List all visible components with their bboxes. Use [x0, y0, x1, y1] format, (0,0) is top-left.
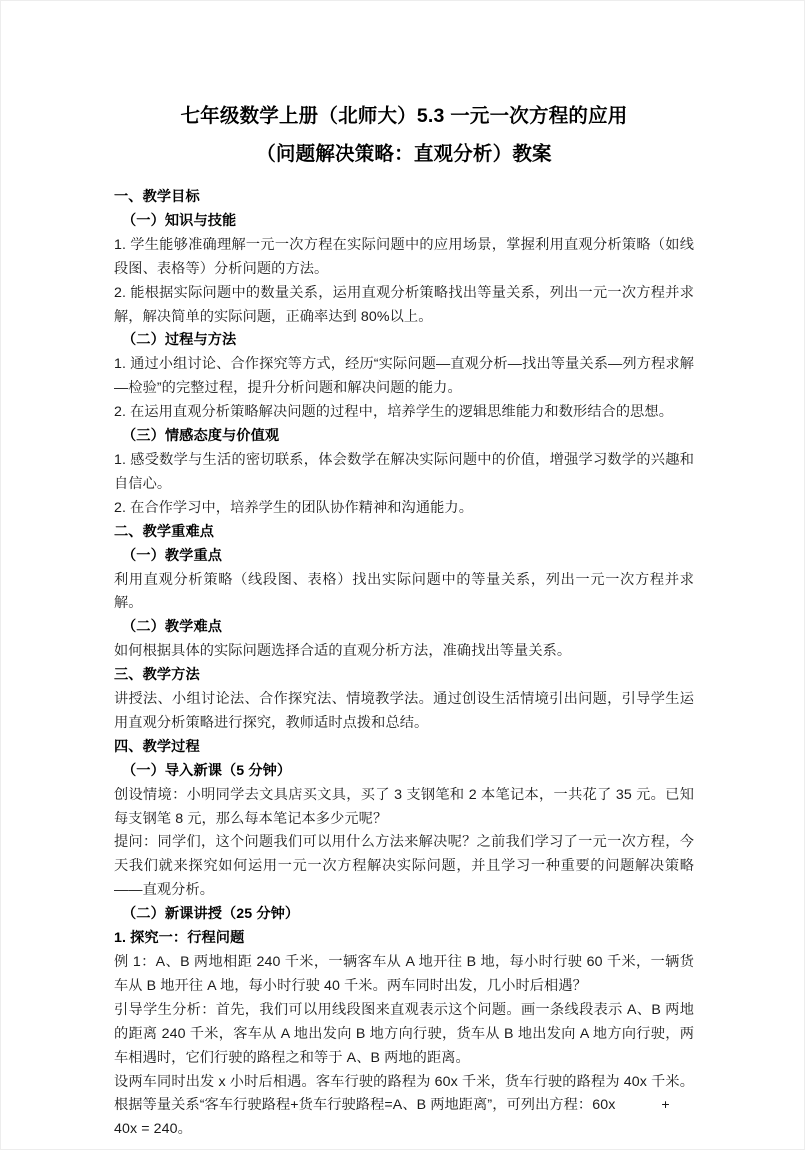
subsection-heading: （三）情感态度与价值观 — [122, 428, 280, 445]
body-paragraph: 创设情境：小明同学去文具店买文具，买了 3 支钢笔和 2 本笔记本，一共花了 35 元。已知每支钢笔 8 元，那么每本笔记本多少元呢？ — [114, 786, 694, 827]
paragraph-text: 设两车同时出发 x 小时后相遇。客车行驶的路程为 60x 千米，货车行驶的路程为 40x 千米。根据等量关系“客车行驶路程+货车行驶路程=A、B 两地距离”，可列出方程：60x — [114, 1073, 694, 1114]
body-paragraph: 40x = 240。 — [114, 1121, 192, 1138]
body-paragraph — [114, 1071, 694, 1119]
document-title-line-1: 七年级数学上册（北师大）5.3 一元一次方程的应用 — [180, 105, 628, 127]
subsection-heading: （二）教学难点 — [122, 619, 223, 636]
section-heading: 四、教学过程 — [114, 738, 200, 755]
body-paragraph: 2. 在合作学习中，培养学生的团队协作精神和沟通能力。 — [114, 499, 473, 516]
document-title — [114, 97, 694, 173]
body-paragraph: 提问：同学们，这个问题我们可以用什么方法来解决呢？之前我们学习了一元一次方程，今天我们就来探究如何运用一元一次方程解决实际问题，并且学习一种重要的问题解决策略——直观分析。 — [114, 834, 694, 899]
page-content — [114, 97, 694, 1142]
subsection-heading: （二）新课讲授（25 分钟） — [122, 906, 300, 923]
body-paragraph: 2. 能根据实际问题中的数量关系，运用直观分析策略找出等量关系，列出一元一次方程并求解，解决简单的实际问题，正确率达到 80%以上。 — [114, 284, 694, 325]
section-heading: 二、教学重难点 — [114, 523, 215, 540]
section-heading: 一、教学目标 — [114, 189, 200, 205]
subsection-heading: （一）知识与技能 — [122, 212, 237, 229]
subsection-heading: （二）过程与方法 — [122, 332, 237, 349]
document-title-line-2: （问题解决策略：直观分析）教案 — [256, 143, 552, 165]
item-heading: 1. 探究一：行程问题 — [114, 930, 245, 947]
body-paragraph: 1. 感受数学与生活的密切联系，体会数学在解决实际问题中的价值，增强学习数学的兴趣和自信心。 — [114, 451, 694, 492]
document-body — [114, 186, 694, 1142]
body-paragraph: 1. 学生能够准确理解一元一次方程在实际问题中的应用场景，掌握利用直观分析策略（如线段图、表格等）分析问题的方法。 — [114, 236, 694, 277]
body-paragraph: 2. 在运用直观分析策略解决问题的过程中，培养学生的逻辑思维能力和数形结合的思想。 — [114, 404, 674, 421]
body-paragraph: 如何根据具体的实际问题选择合适的直观分析方法，准确找出等量关系。 — [114, 643, 572, 660]
body-paragraph: 1. 通过小组讨论、合作探究等方式，经历“实际问题—直观分析—找出等量关系—列方程求解—检验”的完整过程，提升分析问题和解决问题的能力。 — [114, 356, 694, 397]
body-paragraph: 利用直观分析策略（线段图、表格）找出实际问题中的等量关系，列出一元一次方程并求解。 — [114, 571, 694, 612]
paragraph-text-tail: + — [661, 1097, 670, 1114]
subsection-heading: （一）教学重点 — [122, 547, 223, 564]
body-paragraph: 引导学生分析：首先，我们可以用线段图来直观表示这个问题。画一条线段表示 A、B 两地的距离 240 千米，客车从 A 地出发向 B 地方向行驶，货车从 B 地出发向 A 地方向行驶，两车相遇时，它们行驶的路程之和等于 A、B 两地的距离。 — [114, 1001, 694, 1066]
body-paragraph: 例 1：A、B 两地相距 240 千米，一辆客车从 A 地开往 B 地，每小时行驶 60 千米，一辆货车从 B 地开往 A 地，每小时行驶 40 千米。两车同时出发，几小时后相遇？ — [114, 954, 694, 994]
body-paragraph: 讲授法、小组讨论法、合作探究法、情境教学法。通过创设生活情境引出问题，引导学生运用直观分析策略进行探究，教师适时点拨和总结。 — [114, 691, 694, 731]
section-heading: 三、教学方法 — [114, 667, 200, 684]
subsection-heading: （一）导入新课（5 分钟） — [122, 762, 292, 779]
